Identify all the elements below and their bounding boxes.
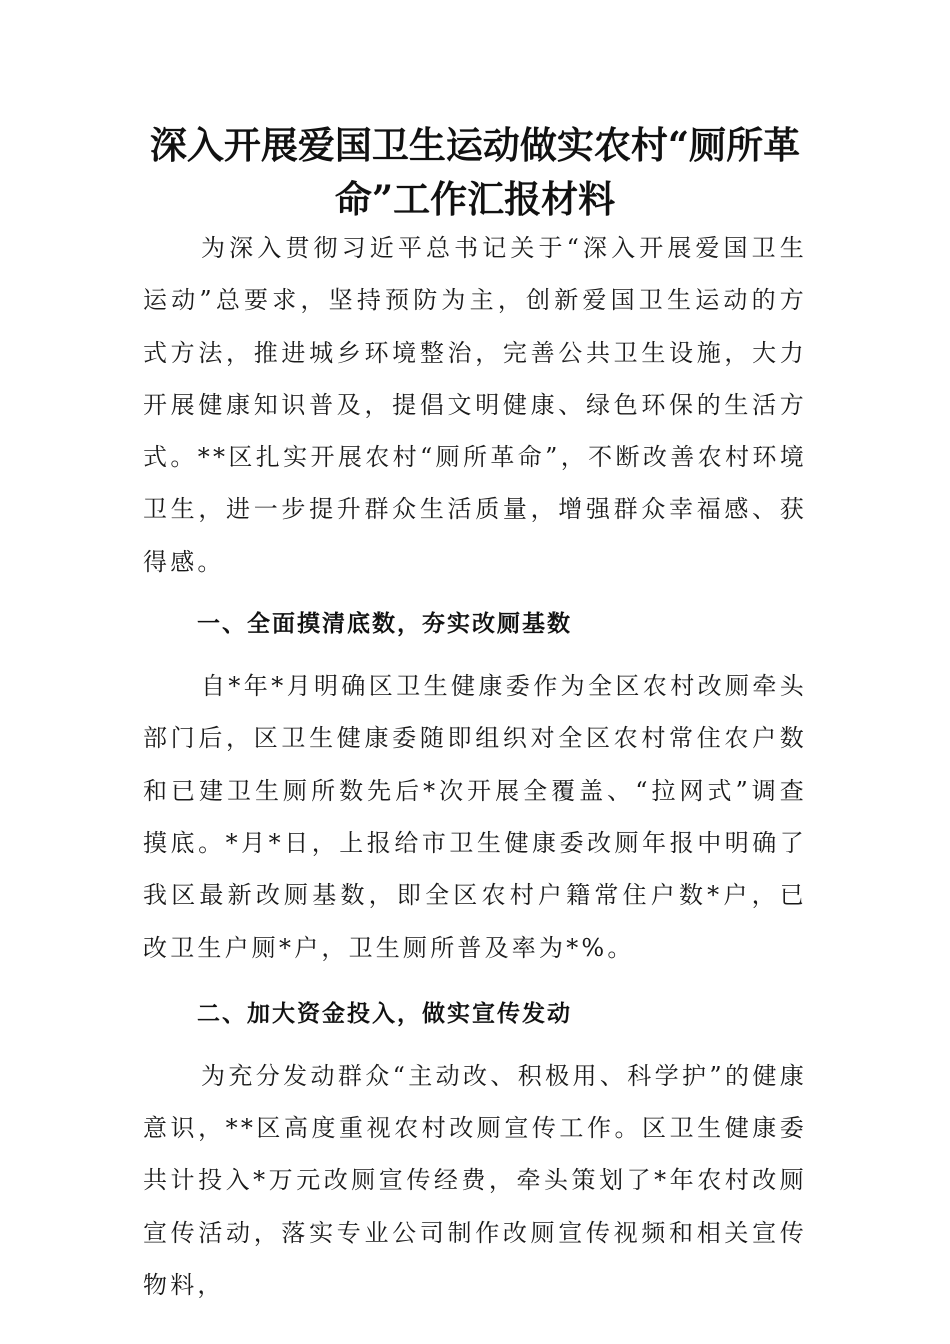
document-body [143, 222, 807, 1311]
section-1-heading: 一、全面摸清底数，夯实改厕基数 [197, 611, 572, 638]
document-title: 深入开展爱国卫生运动做实农村“厕所革命”工作汇报材料 [149, 123, 801, 221]
section-2-heading: 二、加大资金投入，做实宣传发动 [197, 1000, 572, 1027]
section-1-paragraph: 自*年*月明确区卫生健康委作为全区农村改厕牵头部门后，区卫生健康委随即组织对全区农村常住农户数和已建卫生厕所数先后*次开展全覆盖、“拉网式”调查摸底。*月*日，上报给市卫生健康委改厕年报中明确了我区最新改厕基数，即全区农村户籍常住户数*户，已改卫生户厕*户，卫生厕所普及率为*%。 [143, 672, 807, 962]
intro-paragraph: 为深入贯彻习近平总书记关于“深入开展爱国卫生运动”总要求，坚持预防为主，创新爱国卫生运动的方式方法，推进城乡环境整治，完善公共卫生设施，大力开展健康知识普及，提倡文明健康、绿色环保的生活方式。**区扎实开展农村“厕所革命”，不断改善农村环境卫生，进一步提升群众生活质量，增强群众幸福感、获得感。 [143, 234, 807, 576]
section-2-paragraph: 为充分发动群众“主动改、积极用、科学护”的健康意识，**区高度重视农村改厕宣传工作。区卫生健康委共计投入*万元改厕宣传经费，牵头策划了*年农村改厕宣传活动，落实专业公司制作改厕宣传视频和相关宣传物料， [143, 1061, 807, 1300]
